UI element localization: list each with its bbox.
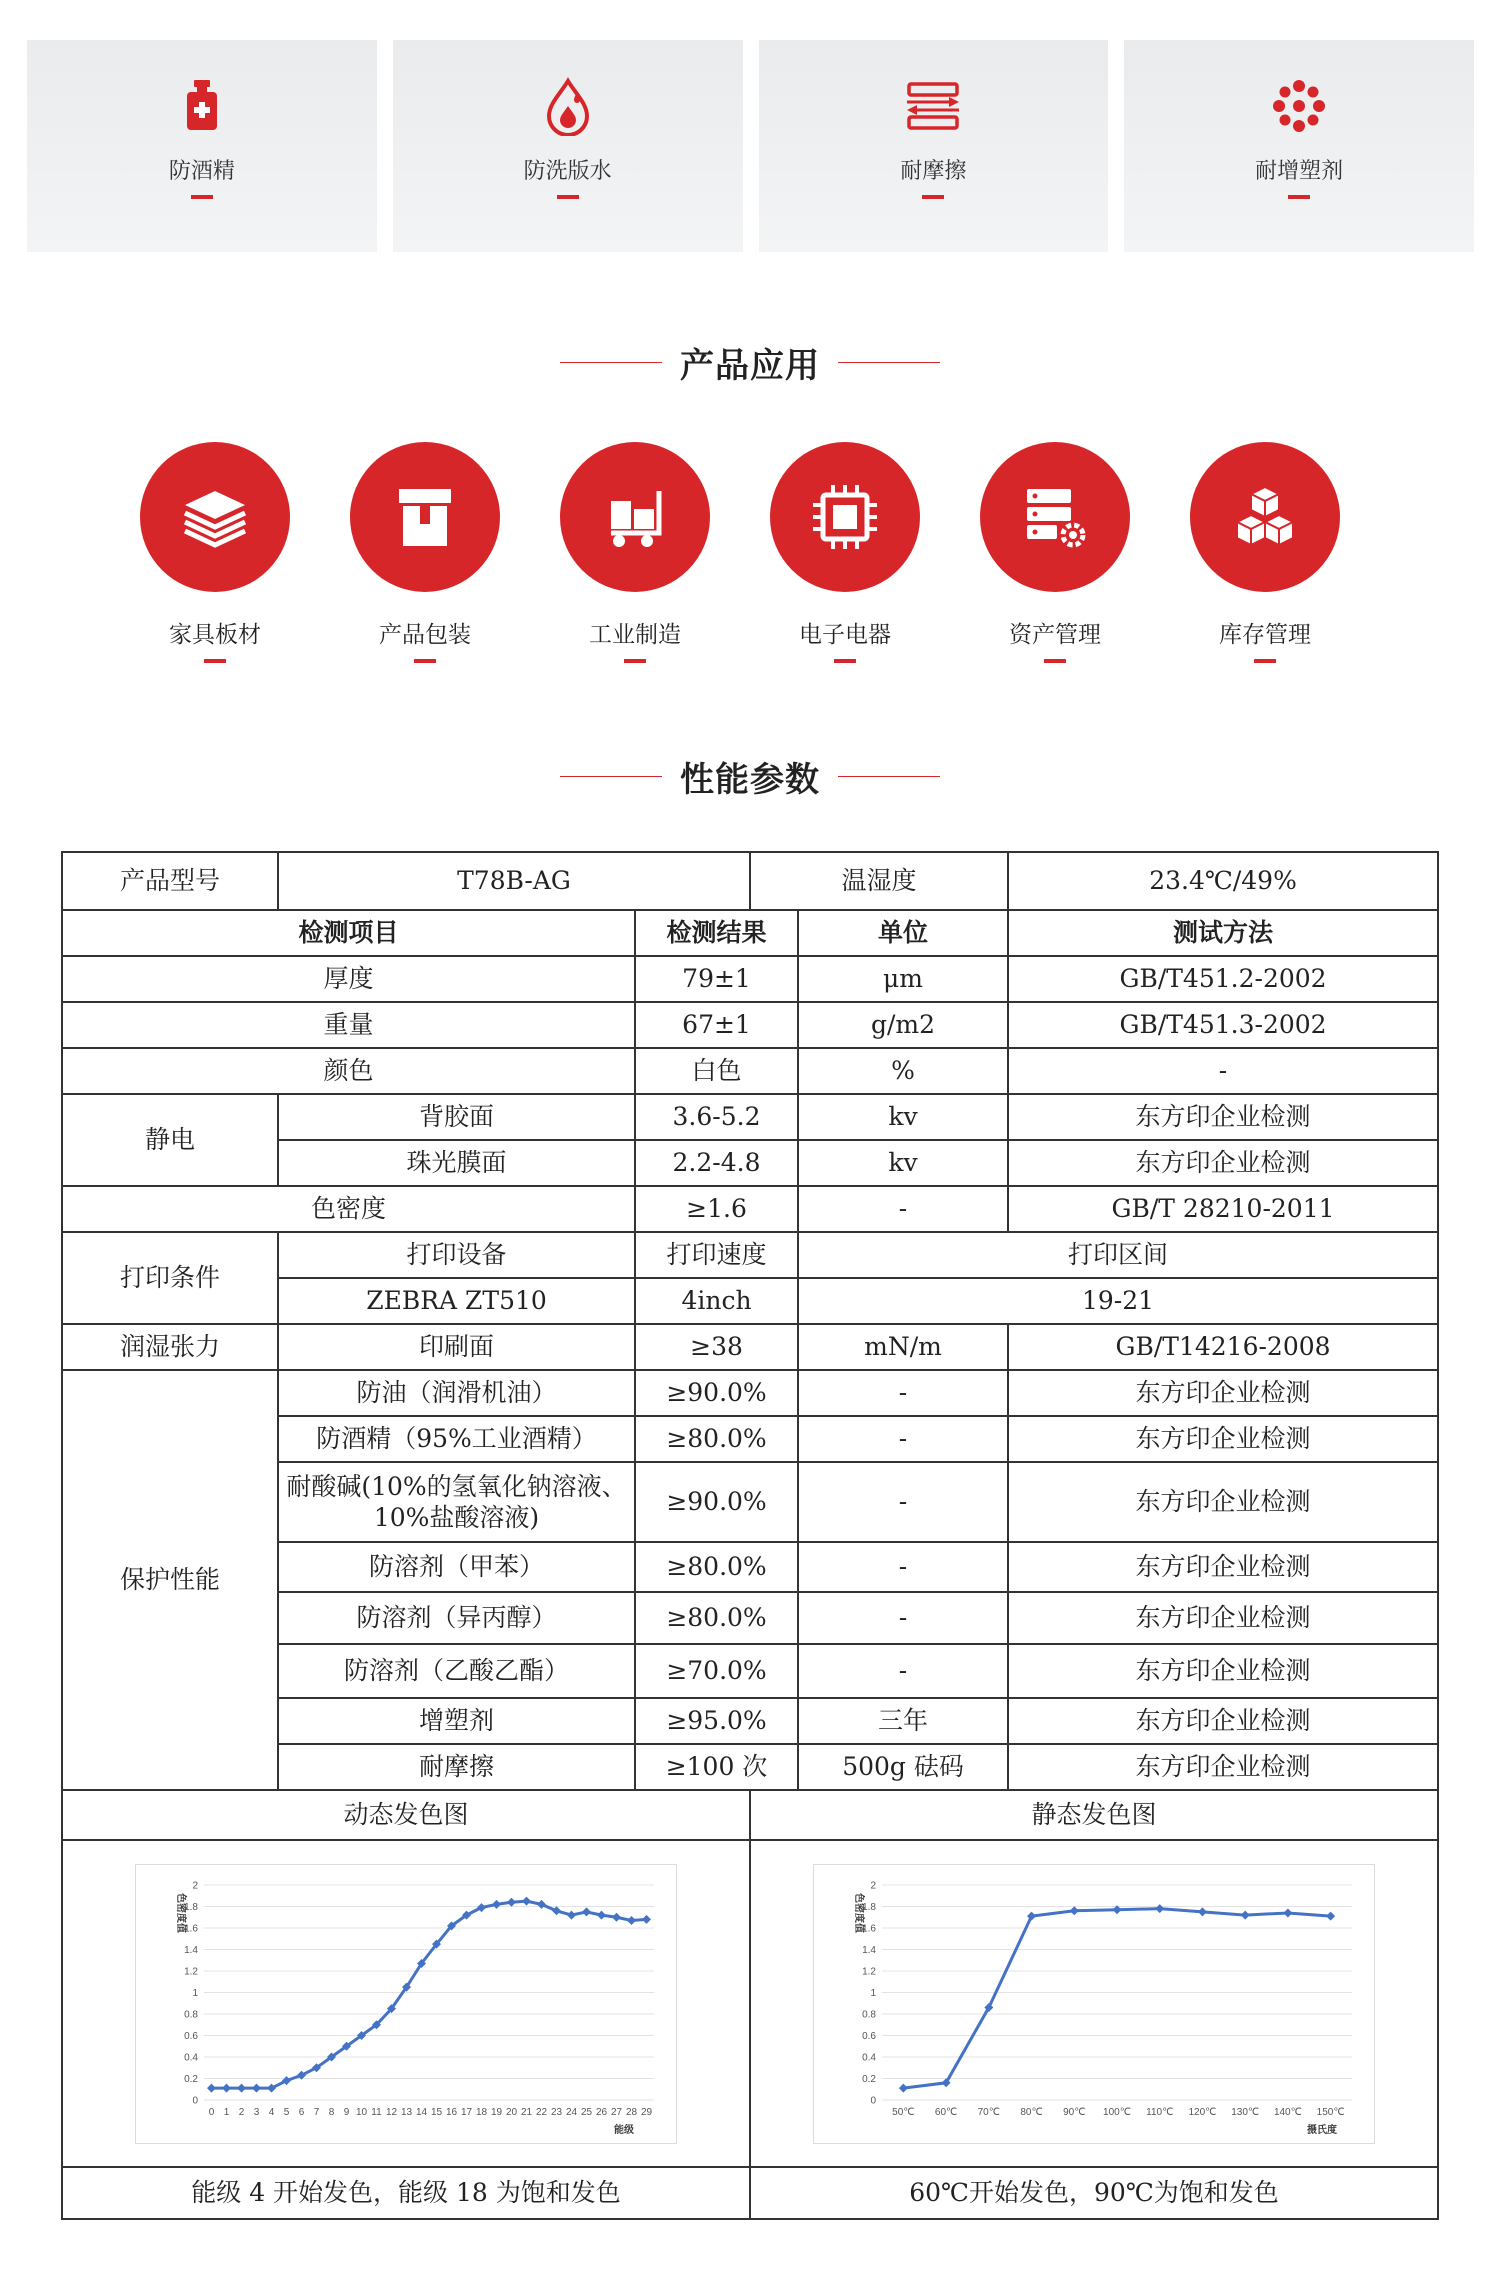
cell: 东方印企业检测 — [1008, 1462, 1438, 1542]
cell: ≥80.0% — [635, 1592, 798, 1644]
feature-underline — [922, 195, 944, 199]
section-title-text: 产品应用 — [680, 346, 820, 386]
y-tick-label: 1.4 — [184, 1944, 198, 1956]
data-point — [582, 1907, 591, 1916]
cell: kv — [798, 1094, 1008, 1140]
table-row — [62, 852, 1438, 910]
feature-underline — [1288, 195, 1310, 199]
cell: 厚度 — [62, 956, 635, 1002]
data-point — [899, 2083, 908, 2092]
cell: 防酒精（95%工业酒精） — [278, 1416, 635, 1462]
x-tick-label: 25 — [580, 2106, 593, 2118]
header-method: 测试方法 — [1008, 910, 1438, 956]
y-tick-label: 1 — [192, 1987, 198, 1999]
chart-note-row — [62, 2167, 1438, 2219]
chart-row — [62, 1840, 1438, 2167]
humidity-value: 23.4℃/49% — [1008, 852, 1438, 910]
data-point — [207, 2083, 216, 2092]
cell: ≥80.0% — [635, 1542, 798, 1592]
cell: 防溶剂（乙酸乙酯） — [278, 1644, 635, 1698]
cell: 4inch — [635, 1278, 798, 1324]
cell: - — [798, 1644, 1008, 1698]
x-tick-label: 150℃ — [1316, 2106, 1345, 2118]
chart-cell-dynamic — [62, 1840, 750, 2167]
y-tick-label: 0 — [870, 2095, 877, 2106]
data-point — [1155, 1904, 1164, 1913]
feature-card-alcohol — [27, 40, 377, 252]
cell: ≥90.0% — [635, 1462, 798, 1542]
cell: 打印速度 — [635, 1232, 798, 1278]
model-label: 产品型号 — [62, 852, 278, 910]
y-tick-label: 0.4 — [862, 2052, 877, 2063]
series-line — [903, 1908, 1330, 2088]
cell: GB/T451.2-2002 — [1008, 956, 1438, 1002]
static-label: 静电 — [62, 1094, 278, 1186]
x-tick-label: 7 — [313, 2106, 320, 2118]
cell: 79±1 — [635, 956, 798, 1002]
application-electronics — [770, 442, 920, 663]
humidity-label: 温湿度 — [750, 852, 1008, 910]
x-tick-label: 24 — [565, 2106, 578, 2118]
table-row — [62, 956, 1438, 1002]
series-line — [212, 1901, 647, 2088]
feature-card-friction — [759, 40, 1109, 252]
water-drop-icon — [538, 76, 598, 136]
data-point — [627, 1915, 636, 1924]
cell: 东方印企业检测 — [1008, 1140, 1438, 1186]
application-label: 家具板材 — [169, 622, 261, 648]
chart-title-dynamic: 动态发色图 — [62, 1790, 750, 1840]
section-title-text: 性能参数 — [680, 760, 820, 800]
server-gear-icon — [1019, 481, 1091, 553]
table-row — [62, 1370, 1438, 1416]
y-tick-label: 0.4 — [184, 2052, 198, 2063]
cell: 白色 — [635, 1048, 798, 1094]
cell: 色密度 — [62, 1186, 635, 1232]
chart-cell-static — [750, 1840, 1438, 2167]
data-point — [1241, 1910, 1250, 1919]
feature-underline — [191, 195, 213, 199]
cell: kv — [798, 1140, 1008, 1186]
feature-label: 防酒精 — [168, 159, 235, 184]
feature-underline — [557, 195, 579, 199]
application-underline — [624, 659, 646, 663]
table-row — [62, 1324, 1438, 1370]
cell: - — [798, 1186, 1008, 1232]
y-tick-label: 0.2 — [184, 2073, 198, 2085]
chart-note-static: 60℃开始发色，90℃为饱和发色 — [750, 2167, 1438, 2219]
x-tick-label: 23 — [550, 2106, 563, 2118]
cell: 东方印企业检测 — [1008, 1542, 1438, 1592]
application-label: 产品包装 — [379, 622, 471, 648]
cell: 颜色 — [62, 1048, 635, 1094]
y-tick-label: 2 — [192, 1880, 198, 1891]
dynamic-color-chart — [136, 1865, 676, 2143]
x-tick-label: 21 — [520, 2106, 533, 2118]
application-underline — [834, 659, 856, 663]
data-point — [237, 2083, 246, 2092]
cell: 重量 — [62, 1002, 635, 1048]
data-point — [597, 1910, 606, 1919]
x-tick-label: 29 — [640, 2106, 653, 2118]
cell: ≥95.0% — [635, 1698, 798, 1744]
title-rule-right — [838, 776, 940, 777]
x-tick-label: 0 — [208, 2106, 215, 2118]
cell: 防油（润滑机油） — [278, 1370, 635, 1416]
cell: - — [798, 1462, 1008, 1542]
cell: - — [798, 1370, 1008, 1416]
application-furniture — [140, 442, 290, 663]
chart-title-row — [62, 1790, 1438, 1840]
y-tick-label: 0.8 — [862, 2009, 877, 2020]
x-tick-label: 12 — [385, 2106, 398, 2118]
application-packaging — [350, 442, 500, 663]
cell: 防溶剂（甲苯） — [278, 1542, 635, 1592]
cell: GB/T451.3-2002 — [1008, 1002, 1438, 1048]
cell: - — [798, 1592, 1008, 1644]
x-tick-label: 100℃ — [1103, 2106, 1131, 2118]
application-industrial — [560, 442, 710, 663]
x-tick-label: 20 — [505, 2106, 518, 2118]
data-point — [537, 1899, 546, 1908]
x-tick-label: 80℃ — [1020, 2106, 1043, 2118]
cell: 耐摩擦 — [278, 1744, 635, 1790]
x-tick-label: 60℃ — [934, 2106, 958, 2118]
title-rule-left — [560, 776, 662, 777]
application-circle — [560, 442, 710, 592]
table-header-row — [62, 910, 1438, 956]
application-label: 库存管理 — [1219, 622, 1311, 648]
y-tick-label: 1.6 — [862, 1923, 877, 1934]
cell: ≥90.0% — [635, 1370, 798, 1416]
cell: - — [1008, 1048, 1438, 1094]
x-tick-label: 70℃ — [977, 2106, 1001, 2118]
x-tick-label: 2 — [238, 2106, 245, 2118]
data-point — [1070, 1906, 1079, 1915]
feature-label: 耐增塑剂 — [1255, 159, 1344, 184]
cell: 2.2-4.8 — [635, 1140, 798, 1186]
x-tick-label: 13 — [400, 2106, 413, 2118]
y-tick-label: 0.2 — [862, 2073, 877, 2085]
data-point — [642, 1914, 651, 1923]
data-point — [492, 1899, 501, 1908]
x-tick-label: 8 — [328, 2106, 335, 2118]
x-tick-label: 120℃ — [1188, 2106, 1217, 2118]
data-point — [222, 2083, 231, 2092]
cell: mN/m — [798, 1324, 1008, 1370]
cell: ≥70.0% — [635, 1644, 798, 1698]
x-tick-label: 6 — [298, 2106, 305, 2118]
y-tick-label: 0.6 — [862, 2030, 877, 2042]
y-tick-label: 0 — [192, 2095, 198, 2106]
y-axis-label: 色密度值 — [853, 1892, 865, 1933]
box-icon — [389, 481, 461, 553]
application-label: 工业制造 — [589, 622, 681, 648]
table-row — [62, 1186, 1438, 1232]
cell: 东方印企业检测 — [1008, 1698, 1438, 1744]
data-point — [1326, 1911, 1335, 1920]
x-axis-label: 能级 — [614, 2124, 634, 2136]
data-point — [1198, 1907, 1207, 1916]
application-list — [140, 442, 1340, 663]
application-underline — [1254, 659, 1276, 663]
data-point — [567, 1910, 576, 1919]
title-rule-right — [838, 362, 940, 363]
application-asset-management — [980, 442, 1130, 663]
protect-label: 保护性能 — [62, 1370, 278, 1790]
application-circle — [770, 442, 920, 592]
x-tick-label: 11 — [371, 2106, 382, 2118]
table-row — [62, 1232, 1438, 1278]
cell: - — [798, 1416, 1008, 1462]
x-tick-label: 110℃ — [1146, 2106, 1174, 2118]
cell: 东方印企业检测 — [1008, 1592, 1438, 1644]
cell: 印刷面 — [278, 1324, 635, 1370]
section-title-applications — [0, 338, 1500, 387]
chart-note-dynamic: 能级 4 开始发色，能级 18 为饱和发色 — [62, 2167, 750, 2219]
print-label: 打印条件 — [62, 1232, 278, 1324]
data-point — [522, 1896, 531, 1905]
y-tick-label: 1.4 — [862, 1944, 877, 1956]
table-row — [62, 1094, 1438, 1140]
x-tick-label: 1 — [223, 2106, 230, 2118]
x-tick-label: 28 — [625, 2106, 638, 2118]
x-tick-label: 140℃ — [1273, 2106, 1302, 2118]
dots-flower-icon — [1269, 76, 1329, 136]
cell: 珠光膜面 — [278, 1140, 635, 1186]
cubes-icon — [1229, 481, 1301, 553]
data-point — [1283, 1908, 1292, 1917]
cell: 19-21 — [798, 1278, 1438, 1324]
table-row — [62, 1002, 1438, 1048]
cell: 打印区间 — [798, 1232, 1438, 1278]
stacked-boards-icon — [179, 481, 251, 553]
cell: 东方印企业检测 — [1008, 1744, 1438, 1790]
x-tick-label: 50℃ — [892, 2106, 915, 2118]
application-underline — [1044, 659, 1066, 663]
y-tick-label: 1 — [870, 1987, 877, 1999]
y-axis-label: 色密度值 — [175, 1892, 186, 1933]
application-circle — [980, 442, 1130, 592]
chart-title-static: 静态发色图 — [750, 1790, 1438, 1840]
cell: 3.6-5.2 — [635, 1094, 798, 1140]
table-row — [62, 1048, 1438, 1094]
friction-rollers-icon — [903, 76, 963, 136]
x-tick-label: 4 — [268, 2106, 275, 2118]
x-tick-label: 9 — [343, 2106, 350, 2118]
x-axis-label: 摄氏度 — [1307, 2124, 1338, 2136]
cell: 耐酸碱(10%的氢氧化钠溶液、10%盐酸溶液) — [278, 1462, 635, 1542]
application-inventory — [1190, 442, 1340, 663]
x-tick-label: 10 — [355, 2106, 368, 2118]
y-tick-label: 0.6 — [184, 2030, 198, 2042]
cell: 背胶面 — [278, 1094, 635, 1140]
cell: - — [798, 1542, 1008, 1592]
header-unit: 单位 — [798, 910, 1008, 956]
x-tick-label: 15 — [430, 2106, 443, 2118]
feature-label: 耐摩擦 — [900, 159, 967, 184]
x-tick-label: 22 — [535, 2106, 548, 2118]
cell: 润湿张力 — [62, 1324, 278, 1370]
cell: 增塑剂 — [278, 1698, 635, 1744]
x-tick-label: 14 — [415, 2106, 428, 2118]
feature-card-plasticizer — [1124, 40, 1474, 252]
application-circle — [350, 442, 500, 592]
cell: ≥38 — [635, 1324, 798, 1370]
cell: g/m2 — [798, 1002, 1008, 1048]
data-point — [552, 1906, 561, 1915]
cell: GB/T 28210-2011 — [1008, 1186, 1438, 1232]
cell: 打印设备 — [278, 1232, 635, 1278]
feature-label: 防洗版水 — [523, 159, 612, 184]
cell: 东方印企业检测 — [1008, 1094, 1438, 1140]
data-point — [1027, 1911, 1036, 1920]
cell: 东方印企业检测 — [1008, 1416, 1438, 1462]
y-tick-label: 0.8 — [184, 2009, 198, 2020]
x-tick-label: 19 — [490, 2106, 503, 2118]
application-label: 电子电器 — [799, 622, 891, 648]
application-underline — [414, 659, 436, 663]
data-point — [612, 1912, 621, 1921]
section-title-performance — [0, 752, 1500, 801]
cell: ≥80.0% — [635, 1416, 798, 1462]
y-tick-label: 1.8 — [184, 1901, 198, 1913]
y-tick-label: 2 — [870, 1880, 877, 1891]
x-tick-label: 130℃ — [1231, 2106, 1260, 2118]
cell: 东方印企业检测 — [1008, 1644, 1438, 1698]
data-point — [507, 1897, 516, 1906]
x-tick-label: 16 — [445, 2106, 458, 2118]
feature-card-wash — [393, 40, 743, 252]
model-value: T78B-AG — [278, 852, 750, 910]
y-tick-label: 1.8 — [862, 1901, 877, 1913]
cell: 东方印企业检测 — [1008, 1370, 1438, 1416]
x-tick-label: 18 — [475, 2106, 488, 2118]
cart-icon — [599, 481, 671, 553]
title-rule-left — [560, 362, 662, 363]
cell: ≥100 次 — [635, 1744, 798, 1790]
cell: ≥1.6 — [635, 1186, 798, 1232]
application-underline — [204, 659, 226, 663]
cell: ZEBRA ZT510 — [278, 1278, 635, 1324]
cell: 三年 — [798, 1698, 1008, 1744]
x-tick-label: 3 — [253, 2106, 260, 2118]
data-point — [252, 2083, 261, 2092]
spec-table — [61, 851, 1439, 2220]
chip-icon — [809, 481, 881, 553]
static-color-chart — [814, 1865, 1374, 2143]
y-tick-label: 1.6 — [184, 1923, 198, 1934]
header-result: 检测结果 — [635, 910, 798, 956]
header-item: 检测项目 — [62, 910, 635, 956]
x-tick-label: 26 — [595, 2106, 608, 2118]
application-label: 资产管理 — [1009, 622, 1101, 648]
feature-bar — [27, 40, 1474, 252]
y-tick-label: 1.2 — [862, 1966, 877, 1977]
chart-frame-dynamic — [135, 1864, 677, 2144]
chart-frame-static — [813, 1864, 1375, 2144]
y-tick-label: 1.2 — [184, 1966, 198, 1977]
application-circle — [1190, 442, 1340, 592]
x-tick-label: 17 — [460, 2106, 473, 2118]
application-circle — [140, 442, 290, 592]
cell: 防溶剂（异丙醇） — [278, 1592, 635, 1644]
cell: GB/T14216-2008 — [1008, 1324, 1438, 1370]
cell: 67±1 — [635, 1002, 798, 1048]
bottle-icon — [172, 76, 232, 136]
cell: μm — [798, 956, 1008, 1002]
x-tick-label: 90℃ — [1063, 2106, 1086, 2118]
cell: 500g 砝码 — [798, 1744, 1008, 1790]
x-tick-label: 5 — [283, 2106, 290, 2118]
x-tick-label: 27 — [610, 2106, 623, 2118]
cell: % — [798, 1048, 1008, 1094]
